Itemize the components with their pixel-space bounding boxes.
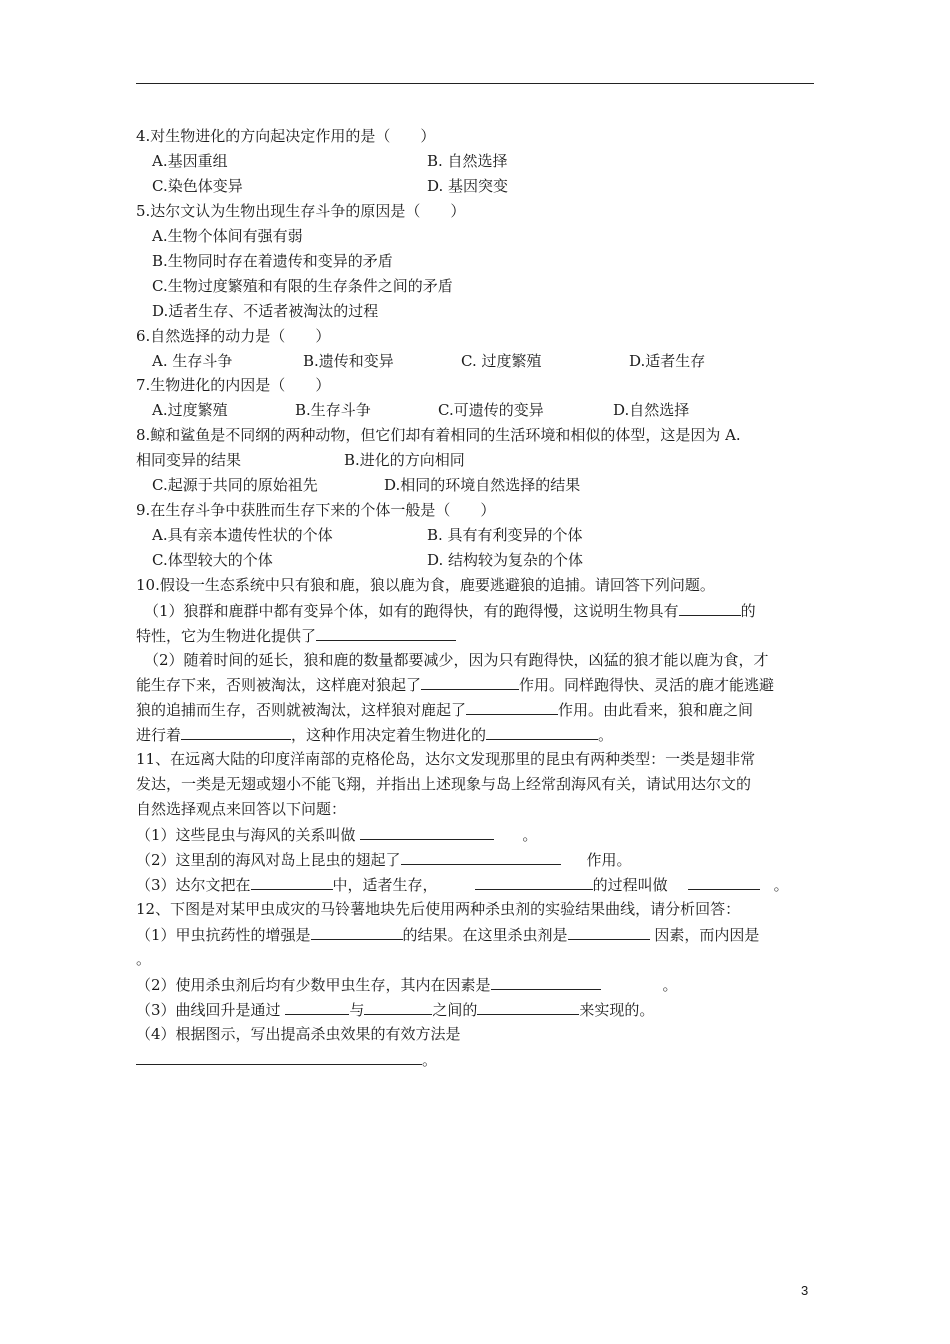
answer-blank[interactable] xyxy=(364,999,432,1015)
q5-stem: 5.达尔文认为生物出现生存斗争的原因是（ ） xyxy=(136,202,466,220)
q11-stem-line1: 11、在远离大陆的印度洋南部的克格伦岛，达尔文发现那里的昆虫有两种类型：一类是翅非常 xyxy=(136,750,756,768)
q11-stem-line2: 发达，一类是无翅或翅小不能飞翔，并指出上述现象与岛上经常刮海风有关，请试用达尔文的 xyxy=(136,775,752,793)
q12-stem: 12、下图是对某甲虫成灾的马铃薯地块先后使用两种杀虫剂的实验结果曲线，请分析回答： xyxy=(136,900,741,918)
q7-option-c: C.可遗传的变异 xyxy=(438,401,544,419)
q12-sub2: （2）使用杀虫剂后均有少数甲虫生存，其内在因素是 。 xyxy=(136,976,678,994)
q9-option-b: B. 具有有利变异的个体 xyxy=(427,526,583,544)
q8-option-a-cont: 相同变异的结果 xyxy=(136,451,242,469)
q7-option-a: A.过度繁殖 xyxy=(152,401,228,419)
q6-stem: 6.自然选择的动力是（ ） xyxy=(136,327,331,345)
answer-blank[interactable] xyxy=(181,724,291,740)
q8-stem: 8.鲸和鲨鱼是不同纲的两种动物，但它们却有着相同的生活环境和相似的体型，这是因为 A. xyxy=(136,426,741,444)
answer-blank[interactable] xyxy=(679,600,741,616)
q11-sub2: （2）这里刮的海风对岛上昆虫的翅起了 作用。 xyxy=(136,851,632,869)
q4-option-d: D. 基因突变 xyxy=(427,177,509,195)
q9-option-d: D. 结构较为复杂的个体 xyxy=(427,551,584,569)
q6-option-c: C. 过度繁殖 xyxy=(461,352,542,370)
q10-part2-line2: 能生存下来，否则被淘汰，这样鹿对狼起了 作用。同样跑得快、灵活的鹿才能逃避 xyxy=(136,676,775,694)
q8-option-b: B.进化的方向相同 xyxy=(344,451,465,469)
answer-blank[interactable] xyxy=(360,824,494,840)
q11-stem-line3: 自然选择观点来回答以下问题： xyxy=(136,800,347,818)
q12-sub1-end: 。 xyxy=(136,950,152,968)
answer-blank[interactable] xyxy=(466,699,558,715)
q10-part1-line1: （1）狼群和鹿群中都有变异个体，如有的跑得快，有的跑得慢，这说明生物具有 的 xyxy=(144,602,756,620)
q12-sub4: （4）根据图示，写出提高杀虫效果的有效方法是 xyxy=(136,1025,461,1043)
q11-sub3: （3）达尔文把在 中，适者生存， 的过程叫做 。 xyxy=(136,876,789,894)
q8-option-c: C.起源于共同的原始祖先 xyxy=(152,476,318,494)
answer-blank[interactable] xyxy=(486,724,598,740)
q5-option-a: A.生物个体间有强有弱 xyxy=(152,227,303,245)
q12-sub1: （1）甲虫抗药性的增强是 的结果。在这里杀虫剂是 因素，而内因是 xyxy=(136,926,760,944)
q4-option-b: B. 自然选择 xyxy=(427,152,508,170)
answer-blank[interactable] xyxy=(568,924,650,940)
q4-stem: 4.对生物进化的方向起决定作用的是（ ） xyxy=(136,127,436,145)
q6-option-d: D.适者生存 xyxy=(629,352,706,370)
q10-part2-line1: （2）随着时间的延长，狼和鹿的数量都要减少，因为只有跑得快，凶猛的狼才能以鹿为食，才 xyxy=(144,651,769,669)
q4-option-a: A.基因重组 xyxy=(152,152,228,170)
q4-option-c: C.染色体变异 xyxy=(152,177,243,195)
answer-blank[interactable] xyxy=(491,974,601,990)
q6-option-b: B.遗传和变异 xyxy=(303,352,394,370)
answer-blank[interactable] xyxy=(136,1049,422,1065)
q12-sub4-answer: 。 xyxy=(136,1049,437,1070)
q8-option-d: D.相同的环境自然选择的结果 xyxy=(384,476,581,494)
q10-part2-line3: 狼的追捕而生存，否则就被淘汰，这样狼对鹿起了 作用。由此看来，狼和鹿之间 xyxy=(136,701,754,719)
page-number: 3 xyxy=(801,1283,809,1298)
q11-sub1: （1）这些昆虫与海风的关系叫做 。 xyxy=(136,826,538,844)
q7-option-b: B.生存斗争 xyxy=(295,401,371,419)
answer-blank[interactable] xyxy=(285,999,349,1015)
q10-stem: 10.假设一生态系统中只有狼和鹿，狼以鹿为食，鹿要逃避狼的追捕。请回答下列问题。 xyxy=(136,576,715,594)
answer-blank[interactable] xyxy=(421,674,519,690)
answer-blank[interactable] xyxy=(311,924,403,940)
q10-part1-line2: 特性，它为生物进化提供了 xyxy=(136,625,456,646)
q10-part2-line4: 进行着 ，这种作用决定着生物进化的 。 xyxy=(136,726,614,744)
answer-blank[interactable] xyxy=(251,874,333,890)
q5-option-b: B.生物同时存在着遗传和变异的矛盾 xyxy=(152,252,393,270)
answer-blank[interactable] xyxy=(316,625,456,641)
answer-blank[interactable] xyxy=(401,849,561,865)
answer-blank[interactable] xyxy=(688,874,760,890)
q5-option-d: D.适者生存、不适者被淘汰的过程 xyxy=(152,302,379,320)
q6-option-a: A. 生存斗争 xyxy=(152,352,233,370)
header-rule xyxy=(136,83,814,84)
q7-option-d: D.自然选择 xyxy=(613,401,690,419)
q9-stem: 9.在生存斗争中获胜而生存下来的个体一般是（ ） xyxy=(136,501,496,519)
answer-blank[interactable] xyxy=(477,999,579,1015)
q12-sub3: （3）曲线回升是通过 与 之间的 来实现的。 xyxy=(136,1001,655,1019)
q7-stem: 7.生物进化的内因是（ ） xyxy=(136,376,331,394)
q9-option-c: C.体型较大的个体 xyxy=(152,551,273,569)
q9-option-a: A.具有亲本遗传性状的个体 xyxy=(152,526,333,544)
q5-option-c: C.生物过度繁殖和有限的生存条件之间的矛盾 xyxy=(152,277,453,295)
answer-blank[interactable] xyxy=(475,874,593,890)
